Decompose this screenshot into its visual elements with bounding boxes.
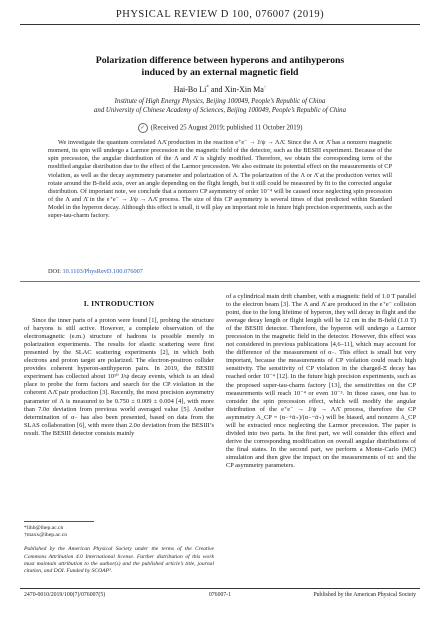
- journal-header: PHYSICAL REVIEW D 100, 076007 (2019): [115, 9, 325, 20]
- footnote-email[interactable]: *lihb@ihep.ac.cn: [24, 525, 64, 531]
- doi-link[interactable]: 10.1103/PhysRevD.100.076007: [62, 268, 143, 275]
- received-text: (Received 25 August 2019; published 11 October 2019): [150, 124, 303, 132]
- author-name[interactable]: Hai-Bo Li: [173, 85, 207, 94]
- abstract: [48, 139, 392, 221]
- doi-label: DOI:: [48, 268, 63, 275]
- abstract-divider: [20, 281, 420, 282]
- section-heading: I. INTRODUCTION: [83, 299, 155, 308]
- right-column: [226, 293, 416, 470]
- author-mark: *: [206, 85, 209, 91]
- footnotes: [24, 521, 214, 575]
- footer-publisher: Published by the American Physical Society: [313, 592, 416, 598]
- footer-rule: [20, 588, 420, 589]
- check-for-updates-icon[interactable]: ✓: [138, 123, 148, 133]
- author-list: [40, 85, 400, 94]
- title-line-2: induced by an external magnetic field: [141, 67, 299, 78]
- doi-line: [48, 268, 143, 275]
- footnote-rule: [24, 521, 94, 522]
- header-rule: [20, 24, 420, 25]
- footer-issn: 2470-0010/2019/100(7)/076007(5): [24, 592, 106, 598]
- footer-page-number: 076007-1: [208, 592, 232, 598]
- author-name[interactable]: Xin-Xin Ma: [224, 85, 264, 94]
- left-column: [24, 290, 214, 438]
- author-mark[interactable]: †: [263, 85, 267, 91]
- affiliation-line: and University of Chinese Academy of Sciences, Beijing 100049, People’s Republic of China: [94, 107, 346, 114]
- abstract-paragraph: We investigate the quantum correlated ΛΛ̄ production in the reaction e⁺e⁻ → J/ψ → ΛΛ̄. Since the Λ or Λ̄ has a nonzero magnetic moment, its spin will undergo a Larmor precession in the magnetic field of the detector, such as the BESIII experiment. Because of the spin precession, the angular distribution of the Λ and Λ̄ is slightly modified. Therefore, we obtain the corresponding term of the modified angular distribution due to the effect of the Larmor precession. We also estimate its potential effect on the measurements of CP violation, as well as the decay asymmetry parameter and polarization of Λ. The polarization of the Λ or Λ̄ at the production vertex will rotate around the B-field axis, over an angle depending on the flight length, but it still could be measured by fit to the corrected angular distribution. Of important note, we conclude that a nonzero CP asymmetry of order 10⁻⁴ will be caused once neglecting spin precession of the Λ and Λ̄ in the e⁺e⁻ → J/ψ → ΛΛ̄ process. The size of this CP asymmetry is several times of that predicted within Standard Model in the hyperon decay. Although this effect is small, it will play an important role in future high precision experiments, such as the super-tau-charm factory.: [48, 139, 392, 220]
- footnote-email[interactable]: †maxx@ihep.ac.cn: [24, 532, 68, 539]
- author-separator: and: [208, 85, 225, 94]
- affiliation-line: Institute of High Energy Physics, Beijing 100049, People’s Republic of China: [114, 98, 326, 105]
- paper-title: [40, 55, 400, 79]
- affiliations: [40, 97, 400, 115]
- license-note: Published by the American Physical Society under the terms of the Creative Commons Attribution 4.0 International license. Further distribution of this work must maintain attribution to the author(s) and the published article’s title, journal citation, and DOI. Funded by SCOAP³.: [24, 546, 214, 575]
- body-paragraph: Since the inner parts of a proton were found [1], probing the structure of baryons is still active. However, a complete observation of the electromagnetic (e.m.) structure of hadrons is possible merely in polarization experiments. The results for elastic scattering were first presented by the SLAC scattering experiments [2], in which both electrons and proton target are polarized. The electron-positron collider provides coherent hyperon-antihyperon pairs. In 2019, the BESIII experiment has collected about 10¹⁰ J/ψ decay events, which is an ideal place to probe the form factors and search for the CP violation in the coherent ΛΛ̄ pair production [3]. Recently, the most precision asymmetry parameter of Λ is measured to be 0.750 ± 0.009 ± 0.004 [4], with more than 7.0σ deviation from previous world averaged value [5]. Another determination of α₋ has also been presented, based on data from the SLAS collaboration [6], with more than 2.0σ deviation from the BESIII’s result. The BESIII detector consists mainly: [24, 317, 214, 437]
- received-dates: [40, 123, 400, 133]
- title-line-1: Polarization difference between hyperons and antihyperons: [95, 55, 345, 66]
- body-paragraph: of a cylindrical main drift chamber, with a magnetic field of 1.0 T parallel to the electron beam [3]. The Λ and Λ̄ are produced in the e⁺e⁻ collision point, due to the long lifetime of hyperon, they will decay in flight and the average decay length or flight length will be 12 cm in the B-field (1.0 T) of the BESIII detector. Therefore, the hyperon will undergo a Larmor precession in the magnetic field in the detector. However, this effect was not considered in previous publications [4,6–11], which may account for the difference of the measurement of α₋. This effect is small but very important, because the measurements of CP violation could reach high sensitivity. The sensitivity of CP violation in the charged-Ξ decay has reached order 10⁻⁴ [12]. In the future high precision experiments, such as the proposed super-tau-charm factory [13], the sensitivities on the CP measurements will reach 10⁻⁴ or even 10⁻⁵. In those cases, one has to consider the spin precession effect, which will modify the angular distribution of the e⁺e⁻ → J/ψ → ΛΛ̄ process, therefore the CP asymmetry A_CP = (α₋+ᾱ₊)/(α₋−ᾱ₊) will be biased, and nonzero A_CP will be extracted once neglecting the Larmor precession. The paper is divided into two parts. In the first part, we will consider this effect and derive the corresponding modification on overall angular distributions of the final states. In the second part, we perform a Monte-Carlo (MC) simulation and then give the impact on the measurements of α± and the CP asymmetry parameters.: [226, 293, 416, 469]
